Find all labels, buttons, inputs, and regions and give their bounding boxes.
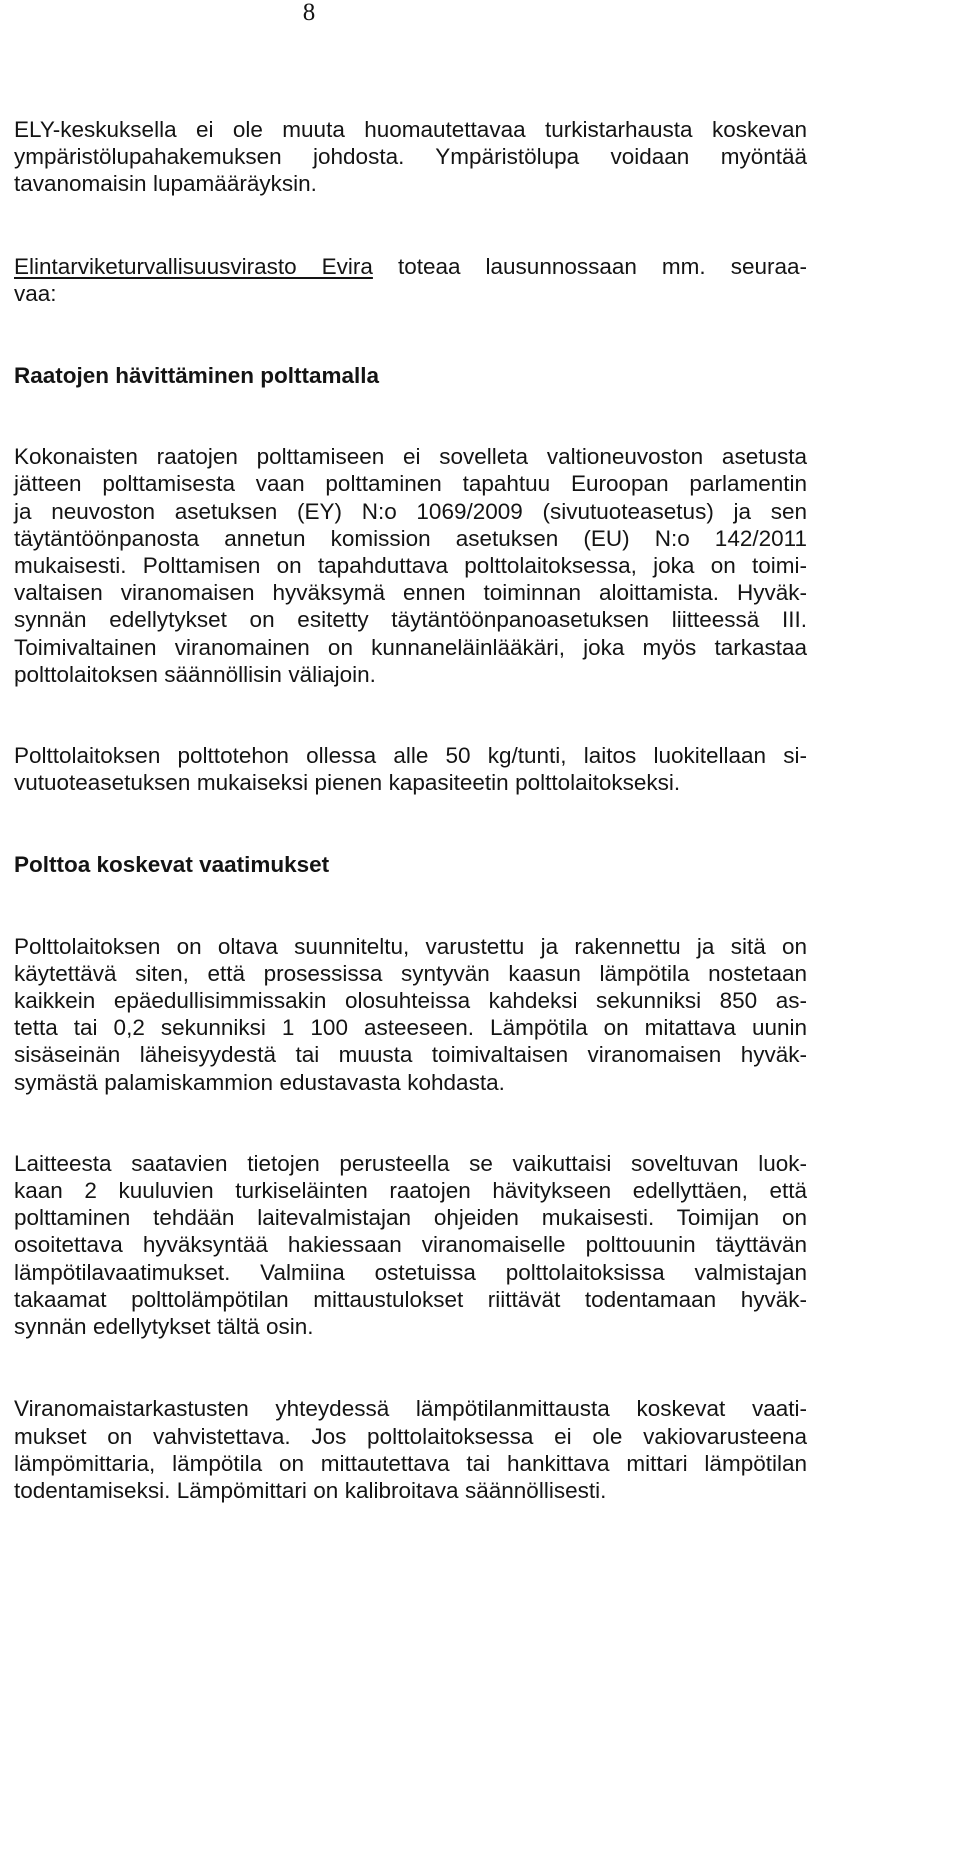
section-heading-carcass-incineration: Raatojen hävittäminen polttamalla <box>14 363 380 389</box>
text-line: Polttolaitoksen polttotehon ollessa alle 50 kg/tunti, laitos luokitellaan si- <box>14 743 807 769</box>
text-line: takaamat polttolämpötilan mittaustulokset riittävät todentamaan hyväk- <box>14 1286 807 1312</box>
text-line: tavanomaisin lupamääräyksin. <box>14 171 317 197</box>
text-line: sisäseinän läheisyydestä tai muusta toimivaltaisen viranomaisen hyväk- <box>14 1042 807 1068</box>
text-line <box>14 253 807 280</box>
text-line: täytäntöönpanosta annetun komission asetuksen (EU) N:o 142/2011 <box>14 525 807 551</box>
paragraph-incineration-regulation <box>14 443 807 688</box>
page-number: 8 <box>302 0 316 26</box>
text-line: Toimivaltainen viranomainen on kunnaneläinlääkäri, joka myös tarkastaa <box>14 634 807 660</box>
text-line: polttaminen tehdään laitevalmistajan ohjeiden mukaisesti. Toimijan on <box>14 1205 807 1231</box>
evira-underlined-name: Elintarviketurvallisuusvirasto Evira <box>14 253 373 279</box>
text-line: osoitettava hyväksyntää hakiessaan viranomaiselle polttouunin täyttävän <box>14 1232 807 1258</box>
text-line: jätteen polttamisesta vaan polttaminen tapahtuu Euroopan parlamentin <box>14 471 807 497</box>
paragraph-capacity-classification <box>14 742 807 796</box>
document-body <box>14 116 807 1504</box>
text-line: vaa: <box>14 280 57 306</box>
text-line: käytettävä siten, että prosessissa syntyvän kaasun lämpötila nostetaan <box>14 960 807 986</box>
text-line: kaikkein epäedullisimmissakin olosuhteissa kahdeksi sekunniksi 850 as- <box>14 988 807 1014</box>
paragraph-temperature-requirements <box>14 933 807 1096</box>
text-line: mukaisesti. Polttamisen on tapahduttava polttolaitoksessa, joka on toimi- <box>14 553 807 579</box>
text-line: lämpömittaria, lämpötila on mittautettava tai hankittava mittari lämpötilan <box>14 1450 807 1476</box>
text-line: Laitteesta saatavien tietojen perusteella se vaikuttaisi soveltuvan luok- <box>14 1150 807 1176</box>
text-line: synnän edellytykset tältä osin. <box>14 1314 314 1340</box>
text-line: ja neuvoston asetuksen (EY) N:o 1069/2009 (sivutuoteasetus) ja sen <box>14 498 807 524</box>
text-line: symästä palamiskammion edustavasta kohdasta. <box>14 1069 505 1095</box>
text-line: Polttolaitoksen on oltava suunniteltu, varustettu ja rakennettu ja sitä on <box>14 933 807 959</box>
text-line: tetta tai 0,2 sekunniksi 1 100 asteeseen. Lämpötila on mitattava uunin <box>14 1015 807 1041</box>
paragraph-evira-intro <box>14 253 807 307</box>
paragraph-ely-statement <box>14 116 807 198</box>
text-line: polttolaitoksen säännöllisin väliajoin. <box>14 661 376 687</box>
text-line: todentamiseksi. Lämpömittari on kalibroitava säännöllisesti. <box>14 1477 607 1503</box>
text-line: synnän edellytykset on esitetty täytäntöönpanoasetuksen liitteessä III. <box>14 607 807 633</box>
paragraph-device-suitability <box>14 1150 807 1340</box>
text-line: kaan 2 kuuluvien turkiseläinten raatojen hävitykseen edellyttäen, että <box>14 1178 807 1204</box>
text-line: vutuoteasetuksen mukaiseksi pienen kapasiteetin polttolaitokseksi. <box>14 770 681 796</box>
text-line: valtaisen viranomaisen hyväksymä ennen toiminnan aloittamista. Hyväk- <box>14 580 807 606</box>
text-line: Viranomaistarkastusten yhteydessä lämpötilanmittausta koskevat vaati- <box>14 1396 807 1422</box>
evira-intro-continuation: toteaa lausunnossaan mm. seuraa- <box>372 253 807 279</box>
section-heading-incineration-requirements: Polttoa koskevat vaatimukset <box>14 852 330 878</box>
text-line: ELY-keskuksella ei ole muuta huomautettavaa turkistarhausta koskevan <box>14 117 807 142</box>
text-line: mukset on vahvistettava. Jos polttolaitoksessa ei ole vakiovarusteena <box>14 1423 807 1449</box>
text-line: ympäristölupahakemuksen johdosta. Ympäristölupa voidaan myöntää <box>14 144 807 170</box>
text-line: Kokonaisten raatojen polttamiseen ei sovelleta valtioneuvoston asetusta <box>14 444 807 470</box>
text-line: lämpötilavaatimukset. Valmiina ostetuissa polttolaitoksissa valmistajan <box>14 1259 807 1285</box>
paragraph-inspection-measurement <box>14 1395 807 1504</box>
